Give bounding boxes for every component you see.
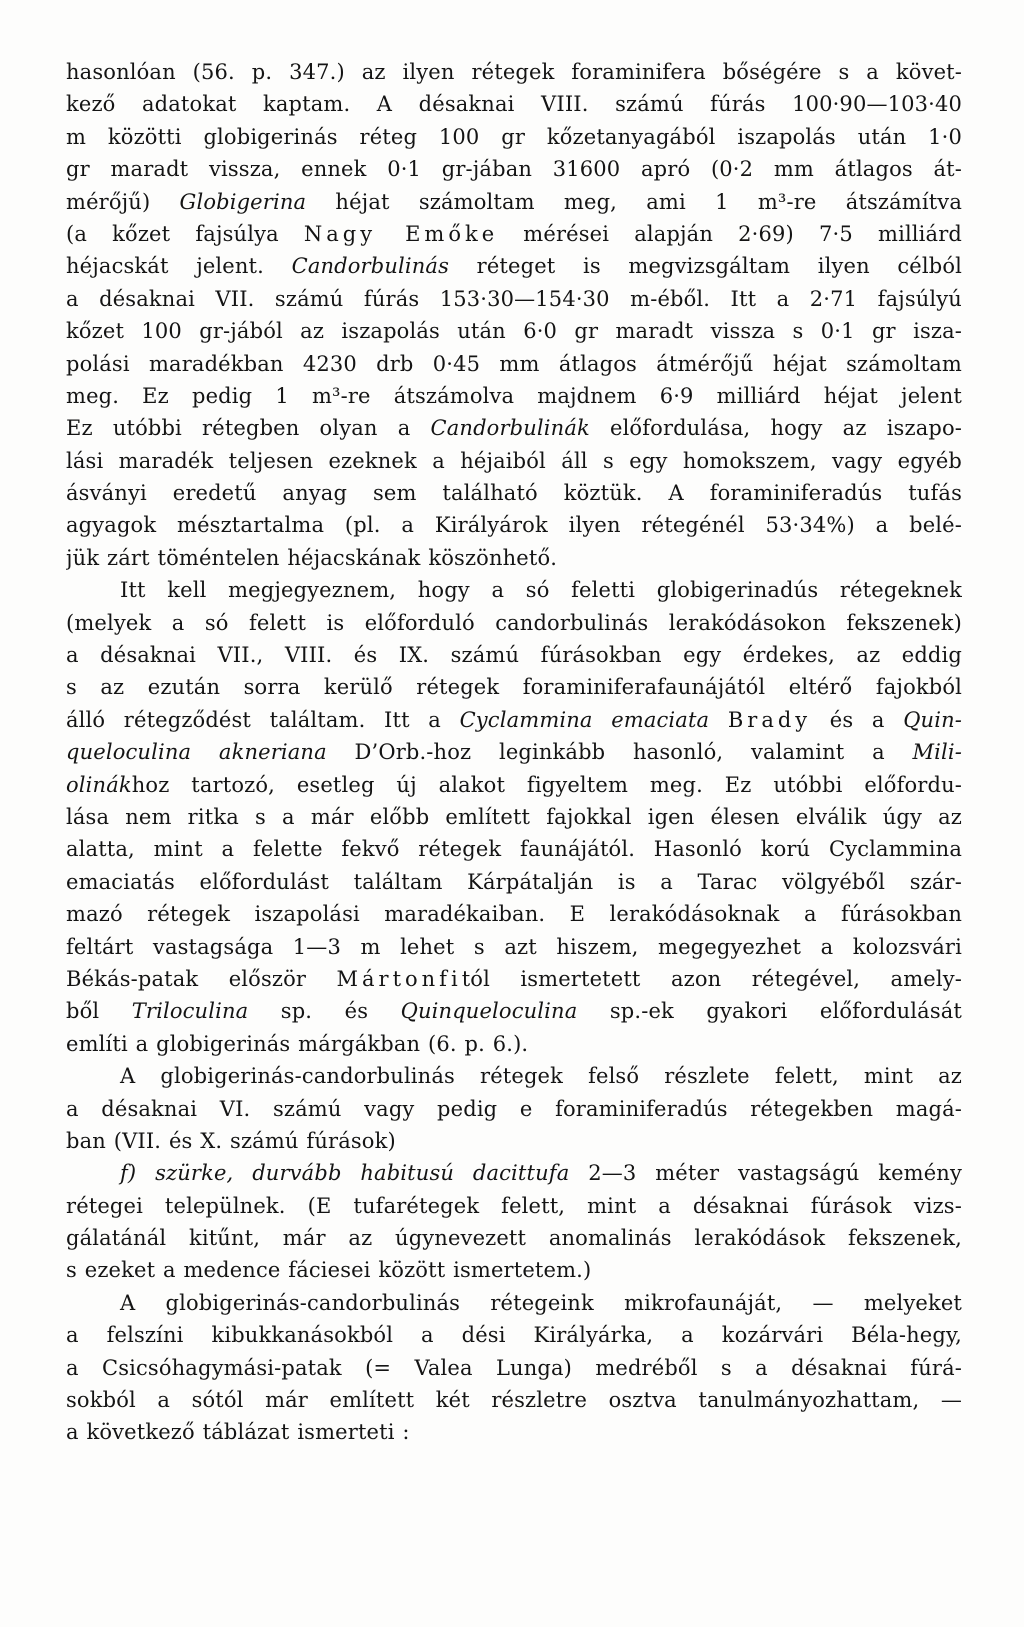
text-run: meg. Ez pedig 1 m³-re átszámolva majdnem 6·9 milliárd héjat jelent: [66, 383, 962, 408]
text-line: [66, 509, 962, 541]
italic-text: Quin-: [903, 707, 962, 732]
text-line: [66, 186, 962, 218]
text-run: hoz tartozó, esetleg új alakot figyeltem meg. Ez utóbbi előfordu-: [131, 772, 962, 797]
text-line: [66, 866, 962, 898]
text-run: kező adatokat kaptam. A désaknai VIII. számú fúrás 100·90—103·40: [66, 92, 962, 117]
text-run: s az ezután sorra kerülő rétegek foraminiferafaunájától eltérő fajokból: [66, 675, 962, 700]
text-run: a désaknai VII., VIII. és IX. számú fúrásokban egy érdekes, az eddig: [66, 643, 962, 668]
text-run: sokból a sótól már említett két részletre osztva tanulmányozhattam, —: [66, 1388, 962, 1413]
text-line: [66, 153, 962, 185]
text-run: a felszíni kibukkanásokból a dési Királyárka, a kozárvári Béla-hegy,: [66, 1323, 962, 1348]
spaced-name: Brady: [727, 707, 812, 732]
text-line: [66, 1125, 962, 1157]
text-line: [66, 1157, 962, 1189]
text-run: mazó rétegek iszapolási maradékaiban. E lerakódásoknak a fúrásokban: [66, 902, 962, 927]
text-run: álló rétegződést találtam. Itt a: [66, 707, 460, 732]
text-run: 2—3 méter vastagságú kemény: [569, 1161, 962, 1186]
text-line: [66, 963, 962, 995]
text-line: [66, 607, 962, 639]
text-run: (a kőzet fajsúlya: [66, 221, 304, 246]
text-line: [66, 1060, 962, 1092]
text-line: [66, 477, 962, 509]
text-run: gr maradt vissza, ennek 0·1 gr-jában 31600 apró (0·2 mm átlagos át-: [66, 157, 962, 182]
italic-text: Cyclammina emaciata: [459, 707, 710, 732]
text-line: [66, 250, 962, 282]
text-run: jük zárt töméntelen héjacskának köszönhető.: [66, 545, 558, 570]
spaced-name: Mártonfi: [336, 966, 462, 991]
text-line: [66, 1254, 962, 1286]
text-line: [66, 445, 962, 477]
text-line: [66, 283, 962, 315]
text-run: A globigerinás-candorbulinás rétegek felső részlete felett, mint az: [120, 1064, 962, 1089]
text-run: Itt kell megjegyeznem, hogy a só feletti globigerinadús rétegeknek: [120, 578, 962, 603]
text-run: és a: [811, 707, 904, 732]
text-run: emaciatás előfordulást találtam Kárpátalján is a Tarac völgyéből szár-: [66, 869, 962, 894]
text-line: [66, 931, 962, 963]
text-run: a következő táblázat ismerteti :: [66, 1420, 410, 1445]
text-run: réteget is megvizsgáltam ilyen célból: [449, 254, 962, 279]
text-line: [66, 1352, 962, 1384]
text-line: [66, 1416, 962, 1448]
italic-text: Quinqueloculina: [400, 999, 578, 1024]
text-run: A globigerinás-candorbulinás rétegeink mikrofaunáját, — melyeket: [120, 1290, 962, 1315]
text-line: [66, 1287, 962, 1319]
text-line: [66, 121, 962, 153]
text-run: rétegei települnek. (E tufarétegek felett, mint a désaknai fúrások vizs-: [66, 1193, 962, 1218]
italic-text: f) szürke, durvább habitusú dacittufa: [120, 1161, 570, 1186]
text-run: hasonlóan (56. p. 347.) az ilyen rétegek foraminifera bőségére s a követ-: [66, 60, 962, 84]
text-run: mérései alapján 2·69) 7·5 milliárd: [498, 221, 962, 246]
text-line: [66, 671, 962, 703]
text-run: m közötti globigerinás réteg 100 gr kőzetanyagából iszapolás után 1·0: [66, 124, 962, 149]
text-run: sp. és: [248, 999, 401, 1024]
text-run: tól ismertetett azon rétegével, amely-: [461, 966, 962, 991]
text-run: Ez utóbbi rétegben olyan a: [66, 416, 431, 441]
text-run: feltárt vastagsága 1—3 m lehet s azt hiszem, megegyezhet a kolozsvári: [66, 934, 962, 959]
text-line: [66, 1319, 962, 1351]
text-run: kőzet 100 gr-jából az iszapolás után 6·0 gr maradt vissza s 0·1 gr isza-: [66, 319, 962, 344]
text-line: [66, 833, 962, 865]
spaced-name: Nagy Emőke: [303, 221, 499, 246]
text-line: [66, 348, 962, 380]
text-line: [66, 995, 962, 1027]
text-run: s ezeket a medence fáciesei között ismertetem.): [66, 1258, 592, 1283]
text-line: [66, 218, 962, 250]
text-run: a désaknai VII. számú fúrás 153·30—154·30 m-éből. Itt a 2·71 fajsúlyú: [66, 286, 962, 311]
text-line: [66, 1190, 962, 1222]
text-line: [66, 898, 962, 930]
text-run: mérőjű): [66, 189, 180, 214]
italic-text: Triloculina: [131, 999, 249, 1024]
text-line: [66, 315, 962, 347]
text-run: [709, 708, 728, 732]
text-line: [66, 704, 962, 736]
italic-text: Globigerina: [179, 189, 307, 214]
text-run: említi a globigerinás márgákban (6. p. 6.).: [66, 1031, 529, 1056]
text-run: ásványi eredetű anyag sem található köztük. A foraminiferadús tufás: [66, 481, 962, 506]
text-run: alatta, mint a felette fekvő rétegek faunájától. Hasonló korú Cyclammina: [66, 837, 962, 862]
text-line: [66, 88, 962, 120]
text-line: [66, 574, 962, 606]
italic-text: olinák: [66, 772, 132, 797]
text-line: [66, 801, 962, 833]
text-run: héjat számoltam meg, ami 1 m³-re átszámítva: [306, 189, 962, 214]
text-line: [66, 1384, 962, 1416]
text-run: a Csicsóhagymási-patak (= Valea Lunga) medréből s a désaknai fúrá-: [66, 1355, 962, 1380]
italic-text: queloculina akneriana: [66, 740, 327, 765]
text-run: lása nem ritka s a már előbb említett fajokkal igen élesen elválik úgy az: [66, 804, 962, 829]
text-run: ban (VII. és X. számú fúrások): [66, 1128, 396, 1153]
text-line: [66, 639, 962, 671]
text-line: [66, 380, 962, 412]
text-run: ből: [66, 999, 132, 1024]
text-run: agyagok mésztartalma (pl. a Királyárok ilyen rétegénél 53·34%) a belé-: [66, 513, 962, 538]
text-run: D’Orb.-hoz leginkább hasonló, valamint a: [326, 740, 913, 765]
text-run: polási maradékban 4230 drb 0·45 mm átlagos átmérőjű héjat számoltam: [66, 351, 962, 376]
text-line: [66, 769, 962, 801]
body-text: [66, 56, 962, 1449]
italic-text: Candorbulinás: [291, 254, 450, 279]
text-line: [66, 1093, 962, 1125]
text-line: [66, 56, 962, 88]
text-run: Békás-patak először: [66, 966, 337, 991]
text-line: [66, 736, 962, 768]
text-line: [66, 1028, 962, 1060]
text-run: gálatánál kitűnt, már az úgynevezett anomalinás lerakódások fekszenek,: [66, 1226, 962, 1251]
text-run: a désaknai VI. számú vagy pedig e foraminiferadús rétegekben magá-: [66, 1096, 962, 1121]
text-run: héjacskát jelent.: [66, 254, 292, 279]
italic-text: Candorbulinák: [430, 416, 590, 441]
text-line: [66, 1222, 962, 1254]
text-line: [66, 412, 962, 444]
italic-text: Mili-: [912, 740, 962, 765]
text-run: előfordulása, hogy az iszapo-: [589, 416, 962, 441]
text-run: lási maradék teljesen ezeknek a héjaiból áll s egy homokszem, vagy egyéb: [66, 448, 962, 473]
text-run: sp.-ek gyakori előfordulását: [577, 999, 962, 1024]
text-line: [66, 542, 962, 574]
text-run: (melyek a só felett is előforduló candorbulinás lerakódásokon fekszenek): [66, 610, 962, 635]
